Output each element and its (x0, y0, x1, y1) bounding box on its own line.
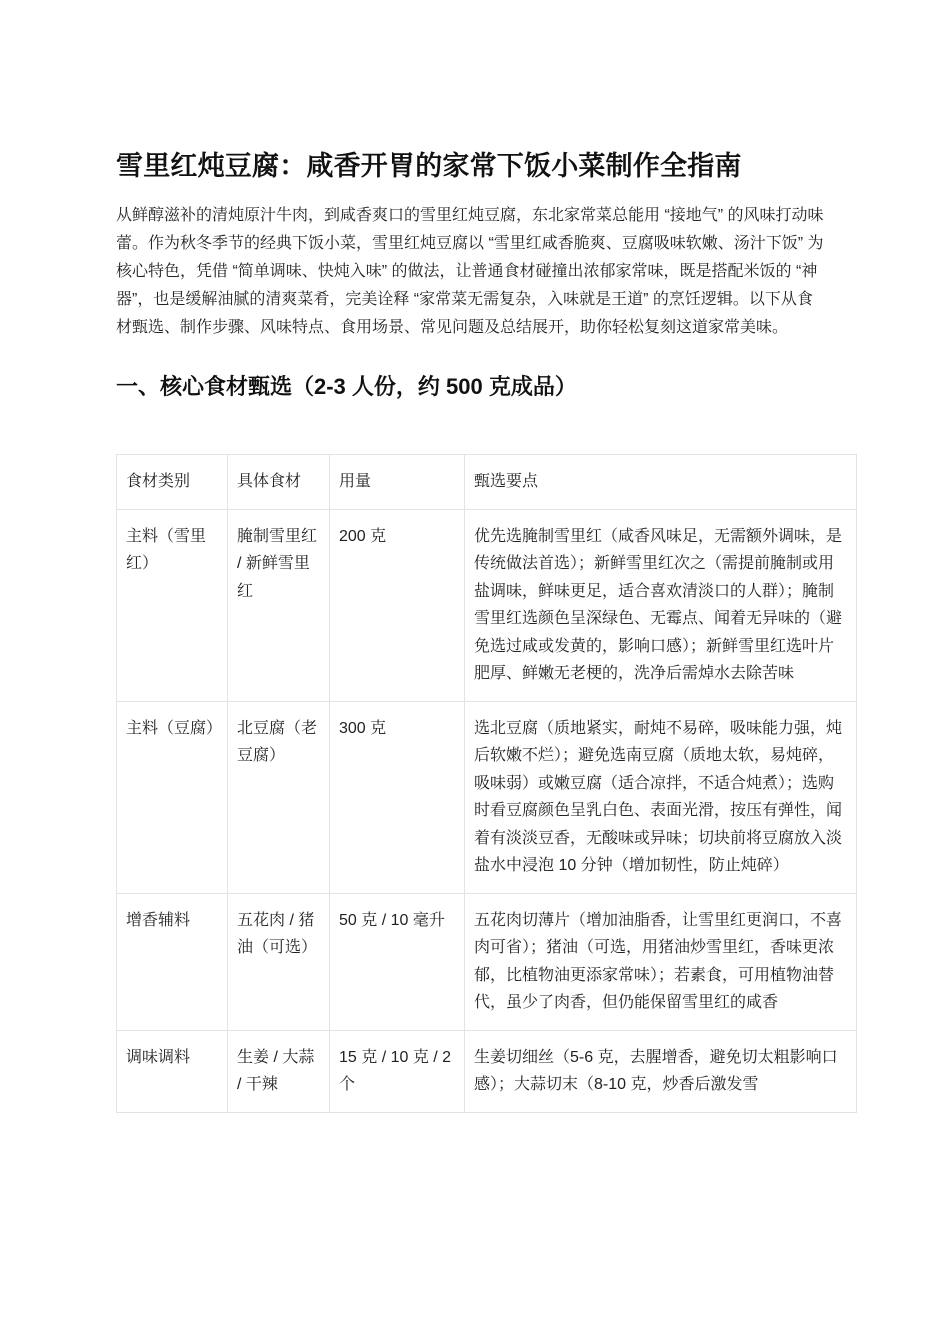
header-tips: 甄选要点 (465, 455, 857, 510)
cell-category: 增香辅料 (117, 893, 228, 1030)
cell-tips: 优先选腌制雪里红（咸香风味足，无需额外调味，是传统做法首选）；新鲜雪里红次之（需提前腌制或用盐调味，鲜味更足，适合喜欢清淡口的人群）；腌制雪里红选颜色呈深绿色、无霉点、闻着无异味的（避免选过咸或发黄的，影响口感）；新鲜雪里红选叶片肥厚、鲜嫩无老梗的，洗净后需焯水去除苦味 (465, 509, 857, 701)
table-row (117, 701, 857, 893)
cell-category: 主料（豆腐） (117, 701, 228, 893)
cell-amount: 50 克 / 10 毫升 (330, 893, 465, 1030)
section-heading-ingredients: 一、核心食材甄选（2-3 人份，约 500 克成品） (116, 374, 577, 399)
table-row (117, 509, 857, 701)
intro-paragraph: 从鲜醇滋补的清炖原汁牛肉，到咸香爽口的雪里红炖豆腐，东北家常菜总能用 “接地气” 的风味打动味蕾。作为秋冬季节的经典下饭小菜，雪里红炖豆腐以 “雪里红咸香脆爽、豆腐吸味软嫩、汤汁下饭” 为核心特色，凭借 “简单调味、快炖入味” 的做法，让普通食材碰撞出浓郁家常味，既是搭配米饭的 “神器”，也是缓解油腻的清爽菜肴，完美诠释 “家常菜无需复杂，入味就是王道” 的烹饪逻辑。以下从食材甄选、制作步骤、风味特点、食用场景、常见问题及总结展开，助你轻松复刻这道家常美味。 (116, 207, 824, 336)
cell-amount: 15 克 / 10 克 / 2 个 (330, 1030, 465, 1112)
cell-item: 生姜 / 大蒜 / 干辣 (228, 1030, 330, 1112)
cell-tips: 五花肉切薄片（增加油脂香，让雪里红更润口，不喜肉可省）；猪油（可选，用猪油炒雪里红，香味更浓郁，比植物油更添家常味）；若素食，可用植物油替代，虽少了肉香，但仍能保留雪里红的咸香 (465, 893, 857, 1030)
document-page (116, 148, 856, 1113)
header-amount: 用量 (330, 455, 465, 510)
table-row (117, 1030, 857, 1112)
cell-tips: 选北豆腐（质地紧实，耐炖不易碎，吸味能力强，炖后软嫩不烂）；避免选南豆腐（质地太软，易炖碎，吸味弱）或嫩豆腐（适合凉拌，不适合炖煮）；选购时看豆腐颜色呈乳白色、表面光滑，按压有弹性，闻着有淡淡豆香，无酸味或异味；切块前将豆腐放入淡盐水中浸泡 10 分钟（增加韧性，防止炖碎） (465, 701, 857, 893)
cell-tips: 生姜切细丝（5-6 克，去腥增香，避免切太粗影响口感）；大蒜切末（8-10 克，炒香后激发雪 (465, 1030, 857, 1112)
table-header-row (117, 455, 857, 510)
cell-item: 腌制雪里红 / 新鲜雪里红 (228, 509, 330, 701)
cell-category: 调味调料 (117, 1030, 228, 1112)
ingredients-table (116, 454, 857, 1113)
cell-amount: 200 克 (330, 509, 465, 701)
header-category: 食材类别 (117, 455, 228, 510)
table-row (117, 893, 857, 1030)
cell-item: 北豆腐（老豆腐） (228, 701, 330, 893)
header-item: 具体食材 (228, 455, 330, 510)
cell-amount: 300 克 (330, 701, 465, 893)
cell-category: 主料（雪里红） (117, 509, 228, 701)
cell-item: 五花肉 / 猪油（可选） (228, 893, 330, 1030)
article-title: 雪里红炖豆腐：咸香开胃的家常下饭小菜制作全指南 (116, 151, 742, 181)
